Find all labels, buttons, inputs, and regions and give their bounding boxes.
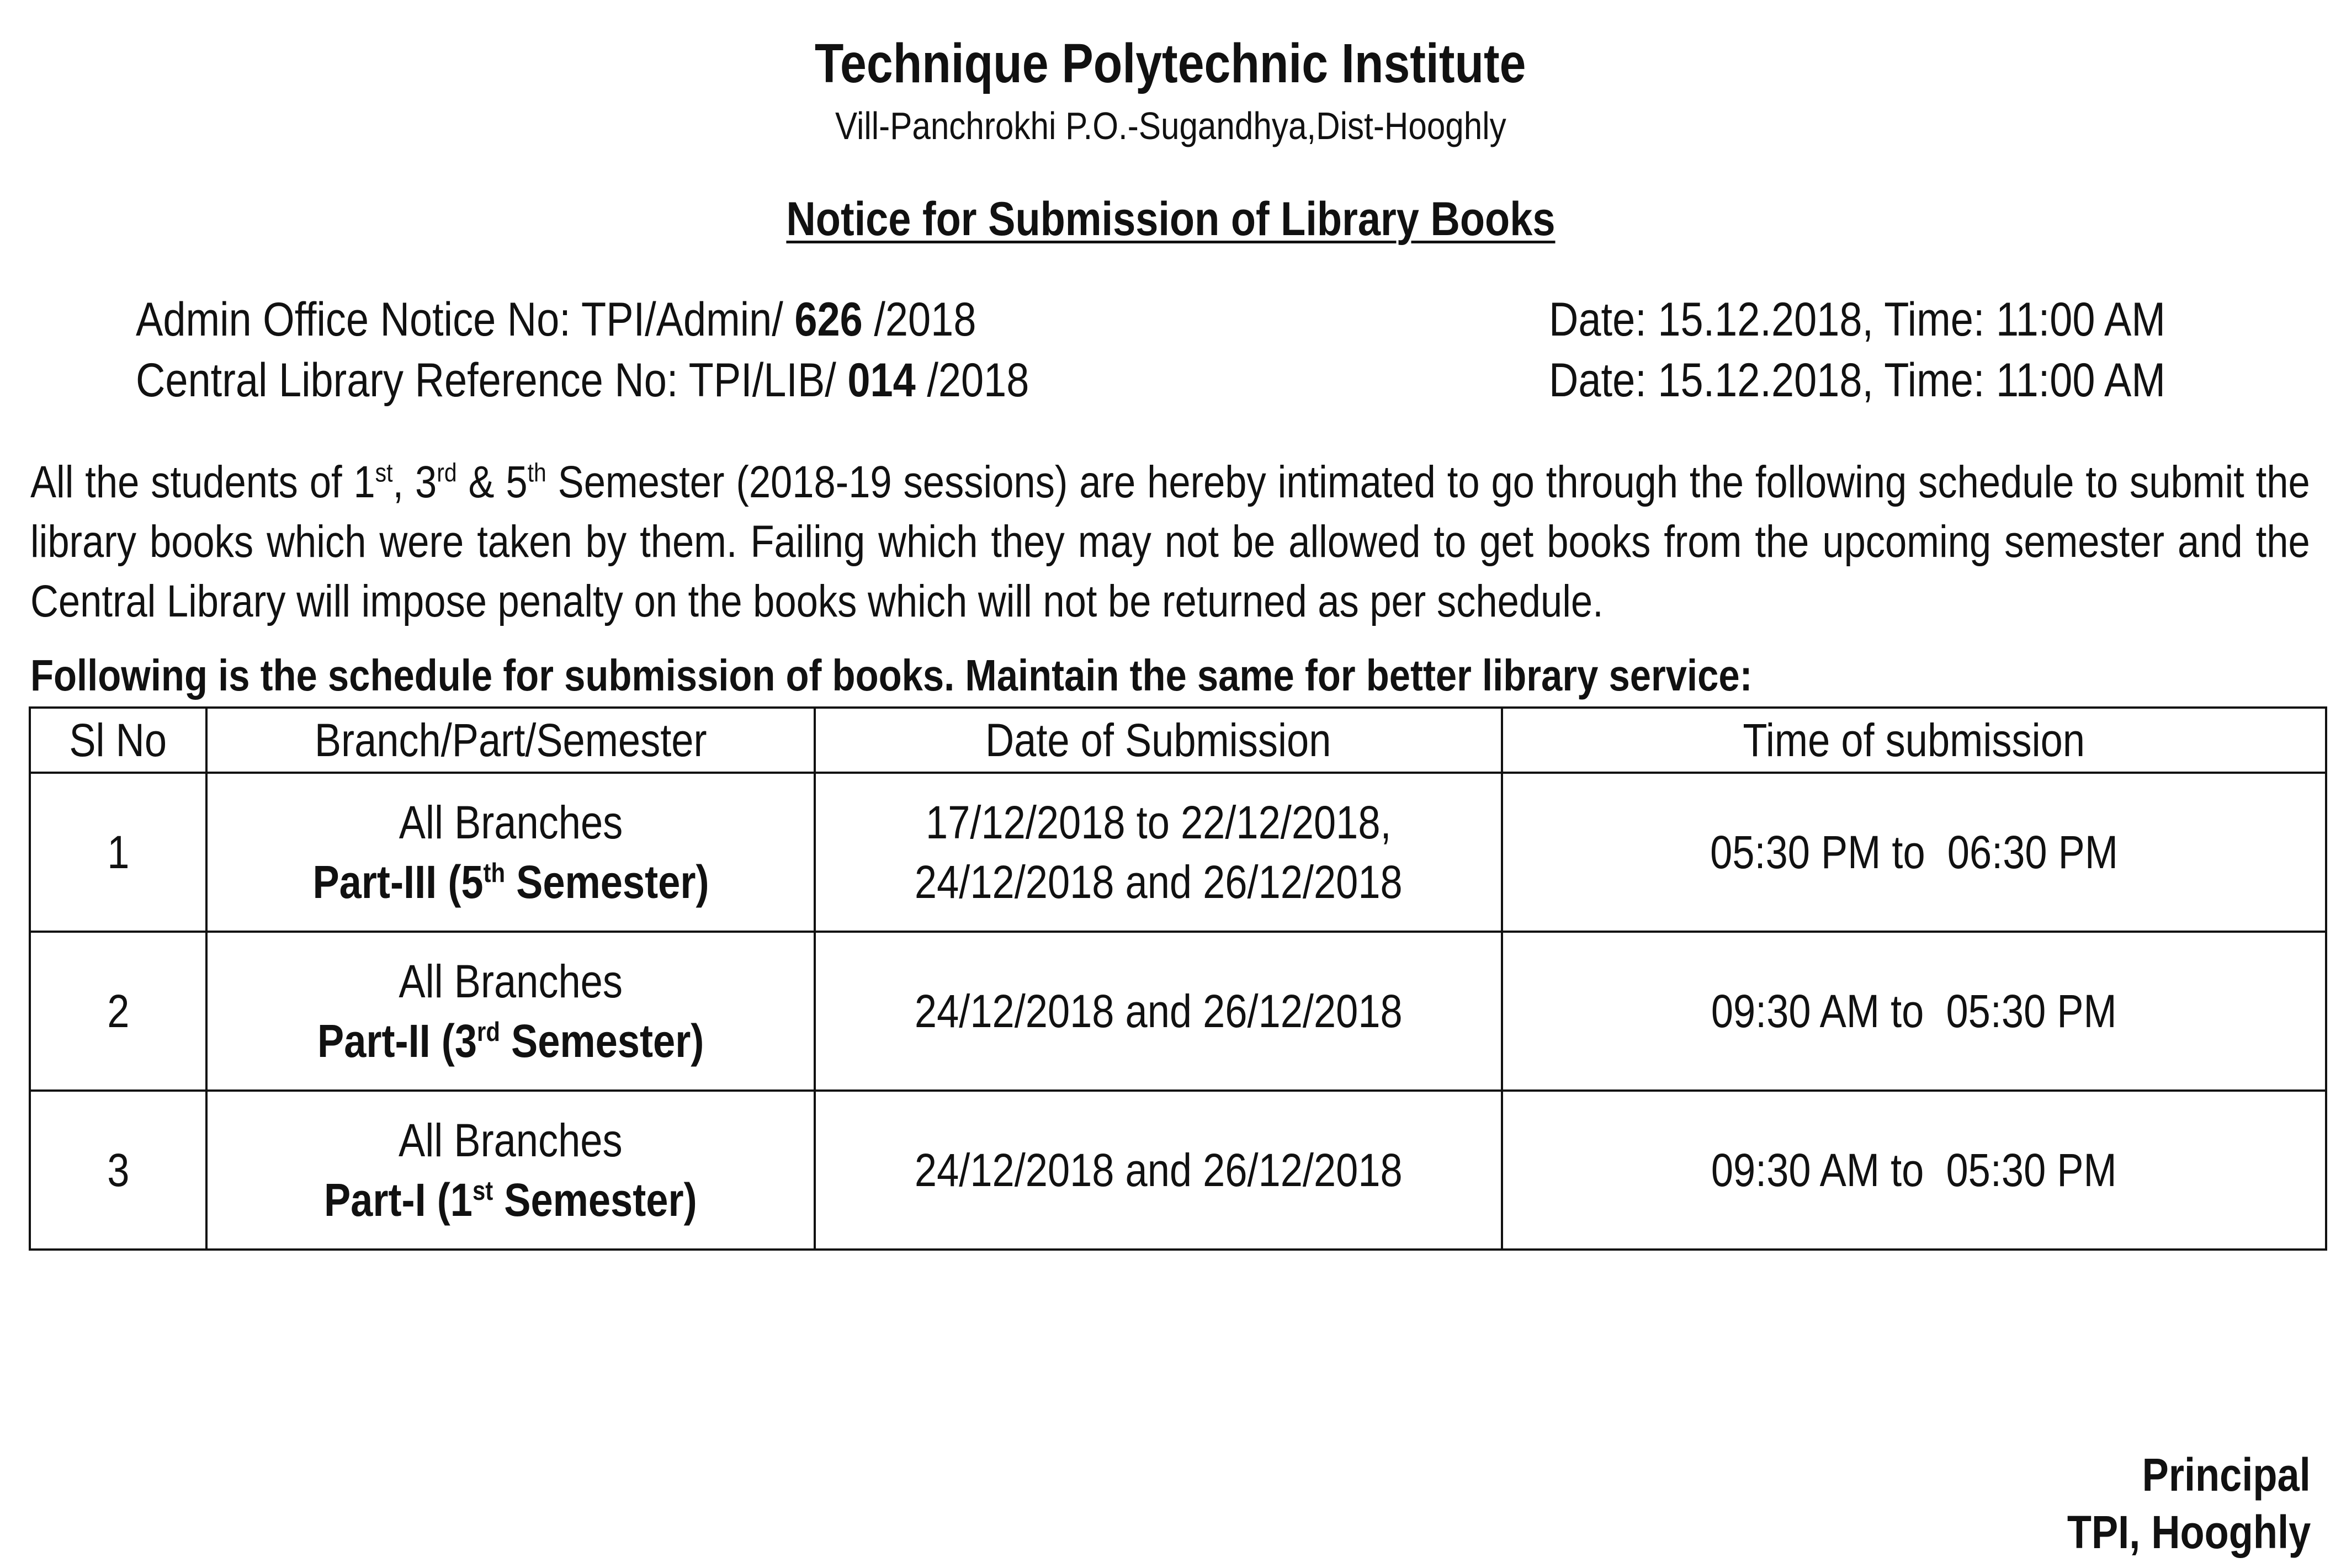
header-time: Time of submission — [1502, 708, 2326, 773]
header-sl-no: Sl No — [30, 708, 206, 773]
part-label: Part-II (3rd Semester) — [317, 1015, 704, 1067]
notice-title: Notice for Submission of Library Books — [785, 193, 1556, 246]
cell-time: 05:30 PM to 06:30 PM — [1502, 773, 2326, 932]
table-row — [30, 1091, 2326, 1250]
signature-block — [2027, 1446, 2311, 1561]
cell-branch — [206, 773, 815, 932]
cell-time: 09:30 AM to 05:30 PM — [1502, 1091, 2326, 1250]
schedule-heading: Following is the schedule for submission of books. Maintain the same for better library service: — [30, 651, 1753, 700]
branch-label: All Branches — [399, 796, 623, 848]
institute-address: Vill-Panchrokhi P.O.-Sugandhya,Dist-Hooghly — [835, 104, 1506, 147]
table-row — [30, 773, 2326, 932]
institute-name: Technique Polytechnic Institute — [815, 33, 1526, 94]
header-branch: Branch/Part/Semester — [206, 708, 815, 773]
cell-sl-no: 3 — [30, 1091, 206, 1250]
branch-label: All Branches — [399, 1114, 623, 1166]
branch-label: All Branches — [399, 955, 623, 1007]
table-row — [30, 932, 2326, 1091]
cell-sl-no: 2 — [30, 932, 206, 1091]
library-reference-date: Date: 15.12.2018, Time: 11:00 AM — [1549, 354, 2165, 407]
cell-sl-no: 1 — [30, 773, 206, 932]
cell-time: 09:30 AM to 05:30 PM — [1502, 932, 2326, 1091]
cell-branch — [206, 1091, 815, 1250]
table-header-row — [30, 708, 2326, 773]
schedule-table — [29, 706, 2327, 1251]
library-reference-number: Central Library Reference No: TPI/LIB/ 014 /2018 — [136, 354, 1029, 407]
cell-date: 24/12/2018 and 26/12/2018 — [815, 932, 1502, 1091]
part-label: Part-III (5th Semester) — [312, 856, 709, 908]
signature-title: Principal — [2142, 1449, 2311, 1501]
part-label: Part-I (1st Semester) — [324, 1174, 697, 1226]
admin-notice-number: Admin Office Notice No: TPI/Admin/ 626 /2018 — [136, 293, 976, 346]
intro-paragraph: All the students of 1st, 3rd & 5th Semester (2018-19 sessions) are hereby intimated to go through the following schedule to submit the library books which were taken by them. Failing which they may not be allowed to get books from the upcoming semester and the Central Library will impose penalty on the books which will not be returned as per schedule. — [30, 457, 2310, 626]
cell-date: 17/12/2018 to 22/12/2018, 24/12/2018 and 26/12/2018 — [815, 773, 1502, 932]
admin-notice-date: Date: 15.12.2018, Time: 11:00 AM — [1549, 293, 2165, 346]
signature-org: TPI, Hooghly — [2067, 1506, 2311, 1558]
header-date: Date of Submission — [815, 708, 1502, 773]
cell-branch — [206, 932, 815, 1091]
cell-date: 24/12/2018 and 26/12/2018 — [815, 1091, 1502, 1250]
